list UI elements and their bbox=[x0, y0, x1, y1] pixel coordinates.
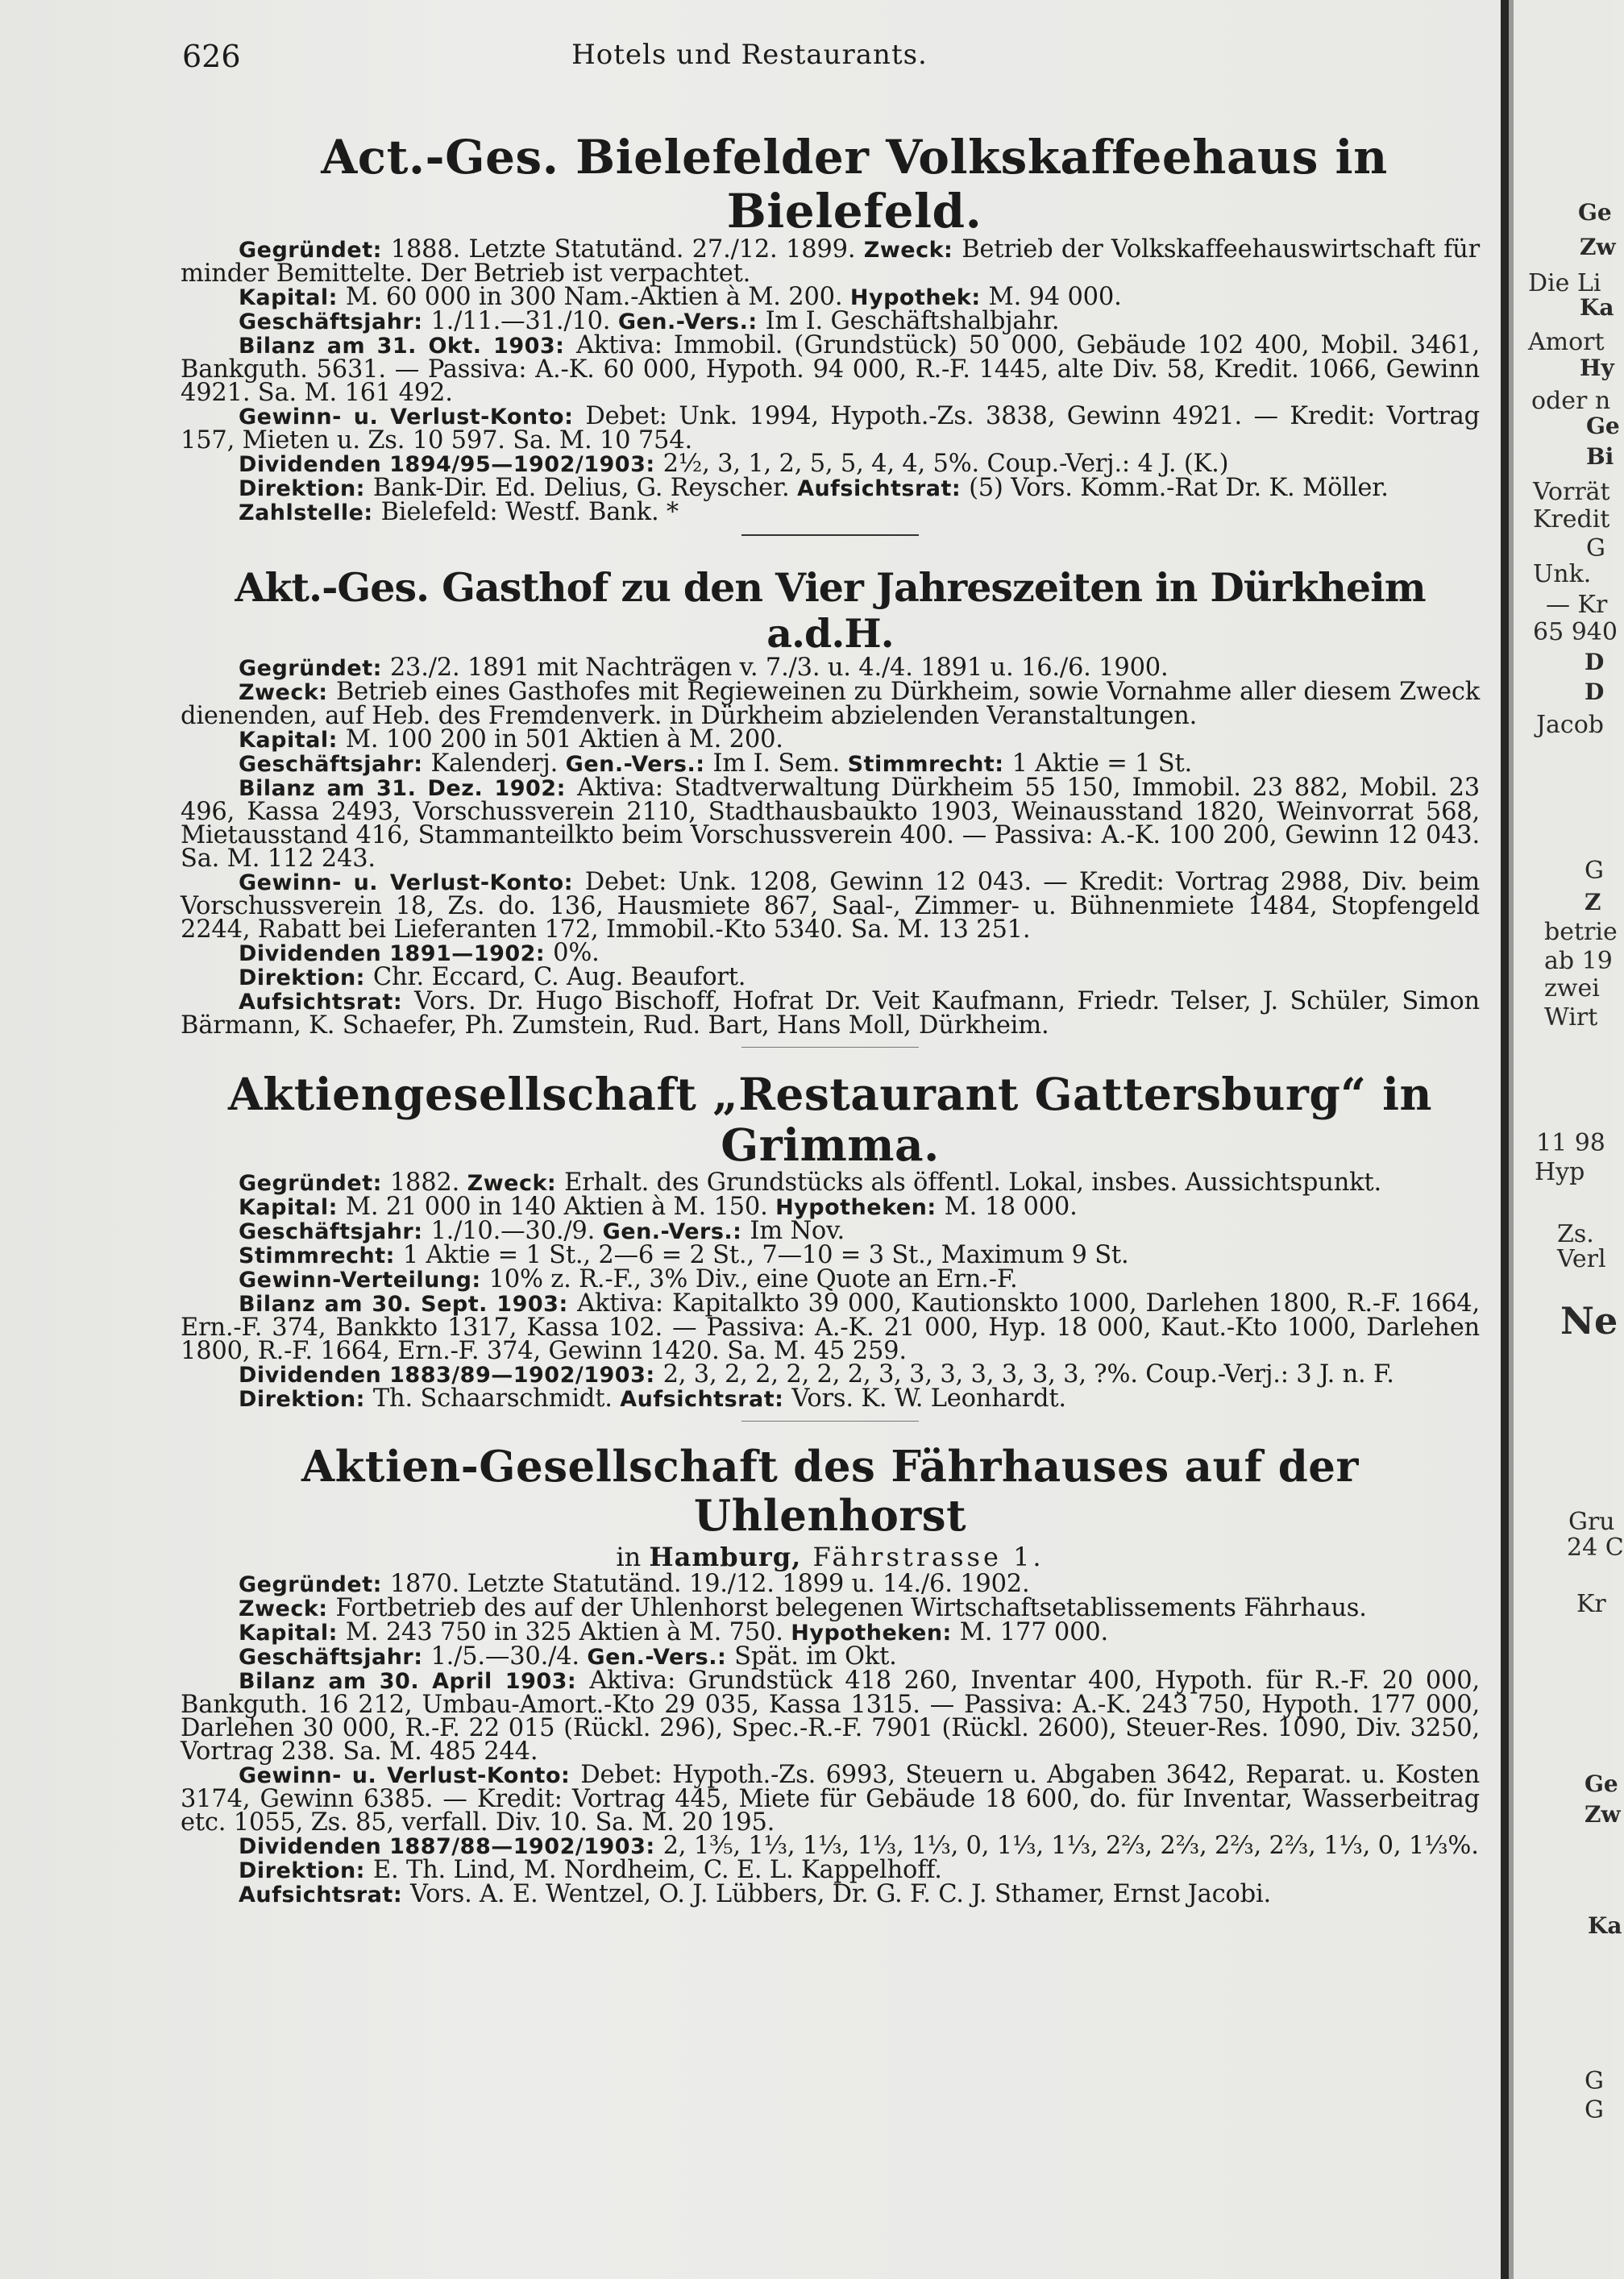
separator-rule bbox=[741, 1047, 919, 1048]
entry-paragraph bbox=[181, 402, 1480, 455]
company-entry bbox=[181, 1069, 1480, 1422]
field-label: Direktion: bbox=[239, 476, 373, 502]
field-label: Gen.-Vers.: bbox=[617, 309, 766, 335]
field-value: 1888. Letzte Statutänd. 27./12. 1899. bbox=[390, 235, 856, 264]
field-label: Kapital: bbox=[239, 1621, 346, 1646]
field-value: 1870. Letzte Statutänd. 19./12. 1899 u. 14./6. 1902. bbox=[389, 1570, 1030, 1599]
entry-paragraph bbox=[181, 1761, 1480, 1837]
next-page-fragment: Amort bbox=[1528, 328, 1605, 356]
next-page-fragment: Jacob bbox=[1536, 711, 1604, 739]
entry-paragraph bbox=[181, 725, 1480, 754]
field-value: Im I. Sem. bbox=[712, 749, 841, 778]
entry-paragraph bbox=[181, 749, 1480, 778]
field-label: Direktion: bbox=[239, 1386, 373, 1412]
field-label: Zweck: bbox=[467, 1170, 565, 1196]
field-label: Gewinn- u. Verlust-Konto: bbox=[239, 1763, 581, 1789]
location-street: Fährstrasse 1. bbox=[801, 1542, 1045, 1573]
next-page-fragment: — Kr bbox=[1546, 591, 1608, 619]
field-label: Hypothek: bbox=[849, 285, 989, 311]
field-value: 1882. bbox=[389, 1168, 460, 1197]
next-page-fragment: Verl bbox=[1557, 1245, 1606, 1273]
next-page-fragment: Hy bbox=[1580, 355, 1614, 381]
next-page-fragment: Ge bbox=[1586, 413, 1620, 439]
entry-paragraph bbox=[181, 500, 1480, 525]
field-value: Erhalt. des Grundstücks als öffentl. Lokal, insbes. Aussichtspunkt. bbox=[564, 1168, 1381, 1197]
next-page-fragment: Zw bbox=[1585, 1801, 1621, 1828]
entry-paragraph bbox=[181, 678, 1480, 731]
next-page-fragment: Ka bbox=[1588, 1912, 1622, 1939]
next-page-fragment: Z bbox=[1585, 889, 1601, 915]
entry-paragraph bbox=[181, 1264, 1480, 1293]
field-value: Debet: Unk. 1994, Hypoth.-Zs. 3838, Gewinn 4921. — Kredit: Vortrag 157, Mieten u. Zs. 10 597. Sa. M. 10 754. bbox=[181, 402, 1480, 455]
running-title: Hotels und Restaurants. bbox=[571, 39, 928, 71]
page-fold-edge bbox=[1509, 0, 1514, 2279]
separator-rule bbox=[741, 534, 919, 536]
field-value: Betrieb der Volkskaffeehauswirtschaft für minder Bemittelte. Der Betrieb ist verpachtet. bbox=[181, 235, 1480, 289]
field-label: Gewinn- u. Verlust-Konto: bbox=[239, 405, 586, 430]
field-value: 1 Aktie = 1 St., 2—6 = 2 St., 7—10 = 3 St., Maximum 9 St. bbox=[402, 1240, 1129, 1269]
company-title: Aktien-Gesellschaft des Fährhauses auf der Uhlenhorst bbox=[301, 1441, 1359, 1541]
entry-paragraph bbox=[181, 965, 1480, 990]
field-value: Kalenderj. bbox=[430, 749, 559, 778]
field-label: Hypotheken: bbox=[775, 1194, 945, 1220]
field-value: M. 94 000. bbox=[988, 283, 1122, 312]
entry-paragraph bbox=[181, 1289, 1480, 1365]
next-page-fragment: Ka bbox=[1580, 294, 1614, 321]
field-value: Aktiva: Grundstück 418 260, Inventar 400, Hypoth. für R.-F. 20 000, Bankguth. 16 212, Umbau-Amort.-Kto 29 035, Kassa 1315. — Passiva: A.-K. 243 750, Hypoth. 177 000, Darlehen 30 000, R.-F. 22 015 (Rückl. 296), Spec.-R.-F. 7901 (Rückl. 2600), Steuer-Res. 1090, Div. 3250, Vortrag 238. Sa. M. 485 244. bbox=[181, 1667, 1480, 1766]
page-fold-shadow bbox=[1501, 0, 1509, 2279]
next-page-fragment: G bbox=[1585, 2096, 1604, 2124]
next-page-fragment: 11 98 bbox=[1536, 1129, 1605, 1157]
field-label: Gegründet: bbox=[239, 656, 390, 682]
entry-paragraph bbox=[181, 1360, 1480, 1389]
field-label: Kapital: bbox=[239, 728, 346, 753]
field-label: Geschäftsjahr: bbox=[239, 1218, 431, 1244]
field-label: Gen.-Vers.: bbox=[602, 1218, 750, 1244]
field-value: Aktiva: Immobil. (Grundstück) 50 000, Gebäude 102 400, Mobil. 3461, Bankguth. 5631. — Passiva: A.-K. 60 000, Hypoth. 94 000, R.-F. 1445, alte Div. 58, Kredit. 1066, Gewinn 4921. Sa. M. 161 492. bbox=[181, 331, 1480, 408]
field-label: Gegründet: bbox=[239, 238, 391, 264]
field-value: 1 Aktie = 1 St. bbox=[1011, 749, 1193, 778]
entry-paragraph bbox=[181, 1192, 1480, 1221]
entry-paragraph bbox=[181, 1618, 1480, 1647]
entry-paragraph bbox=[181, 283, 1480, 312]
next-page-fragment: Zs. bbox=[1557, 1220, 1594, 1248]
field-value: 2, 3, 2, 2, 2, 2, 2, 3, 3, 3, 3, 3, 3, 3, ?%. Coup.-Verj.: 3 J. n. F. bbox=[662, 1360, 1394, 1389]
field-value: Debet: Hypoth.-Zs. 6993, Steuern u. Abgaben 3642, Reparat. u. Kosten 3174, Gewinn 6385. — Kredit: Vortrag 445, Miete für Gebäude 18 600, do. für Inventar, Wasserbeitrag etc. 1055, Zs. 85, verfall. Div. 10. Sa. M. 20 195. bbox=[181, 1761, 1480, 1837]
field-label: Geschäftsjahr: bbox=[239, 309, 431, 335]
entry-paragraph bbox=[181, 1216, 1480, 1245]
field-label: Aufsichtsrat: bbox=[620, 1386, 792, 1412]
field-label: Kapital: bbox=[239, 1194, 346, 1220]
field-value: Th. Schaarschmidt. bbox=[372, 1384, 613, 1413]
field-value: M. 177 000. bbox=[959, 1618, 1109, 1647]
company-location bbox=[181, 1542, 1480, 1572]
field-label: Bilanz am 31. Dez. 1902: bbox=[239, 776, 578, 802]
field-label: Direktion: bbox=[239, 965, 373, 991]
entry-paragraph bbox=[181, 309, 1480, 334]
next-page-fragment: Hyp bbox=[1535, 1158, 1585, 1186]
field-label: Hypotheken: bbox=[791, 1621, 960, 1646]
field-label: Gegründet: bbox=[239, 1170, 390, 1196]
next-page-fragment: G bbox=[1585, 2067, 1604, 2095]
entry-paragraph bbox=[181, 868, 1480, 944]
entry-paragraph bbox=[181, 474, 1480, 503]
field-value: 1./5.—30./4. bbox=[430, 1642, 579, 1671]
field-label: Bilanz am 30. April 1903: bbox=[239, 1669, 590, 1695]
company-entry bbox=[181, 1443, 1480, 1907]
field-label: Kapital: bbox=[239, 285, 346, 311]
next-page-fragment: Ge bbox=[1585, 1770, 1618, 1797]
field-value: 1./11.—31./10. bbox=[430, 307, 611, 336]
field-label: Bilanz am 30. Sept. 1903: bbox=[239, 1291, 578, 1317]
entry-paragraph bbox=[181, 1384, 1480, 1413]
next-page-fragment: Vorrät bbox=[1533, 478, 1610, 506]
field-value: Bank-Dir. Ed. Delius, G. Reyscher. bbox=[372, 474, 790, 503]
next-page-fragment: Gru bbox=[1568, 1508, 1615, 1536]
field-label: Bilanz am 31. Okt. 1903: bbox=[239, 334, 576, 359]
field-value: M. 18 000. bbox=[944, 1192, 1078, 1221]
field-value: M. 21 000 in 140 Aktien à M. 150. bbox=[345, 1192, 768, 1221]
next-page-fragment: 24 C bbox=[1567, 1534, 1624, 1562]
entry-paragraph bbox=[181, 654, 1480, 683]
field-value: 2, 1⅗, 1⅓, 1⅓, 1⅓, 1⅓, 0, 1⅓, 1⅓, 2⅔, 2⅔, 2⅔, 2⅔, 1⅓, 0, 1⅓%. bbox=[662, 1832, 1479, 1861]
field-value: Aktiva: Kapitalkto 39 000, Kautionskto 1000, Darlehen 1800, R.-F. 1664, Ern.-F. 374, Bankkto 1317, Kassa 102. — Passiva: A.-K. 21 000, Hyp. 18 000, Kaut.-Kto 1000, Darlehen 1800, R.-F. 1664, Ern.-F. 374, Gewinn 1420. Sa. M. 45 259. bbox=[181, 1289, 1480, 1365]
next-page-fragment: zwei bbox=[1544, 974, 1600, 1003]
field-value: 10% z. R.-F., 3% Div., eine Quote an Ern.-F. bbox=[488, 1264, 1018, 1293]
field-value: Debet: Unk. 1208, Gewinn 12 043. — Kredit: Vortrag 2988, Div. beim Vorschussverein 18, Zs. do. 136, Hausmiete 867, Saal-, Zimmer- u. Bühnenmiete 1484, Stopfengeld 2244, Rabatt bei Lieferanten 172, Immobil.-Kto 5340. Sa. M. 13 251. bbox=[181, 868, 1480, 944]
company-title: Aktiengesellschaft „Restaurant Gattersburg“ in Grimma. bbox=[228, 1068, 1432, 1172]
entry-paragraph bbox=[181, 987, 1480, 1040]
next-page-fragment: Zw bbox=[1580, 234, 1616, 260]
next-page-fragment: betrie bbox=[1544, 918, 1618, 946]
next-page-fragment: Ne bbox=[1560, 1299, 1618, 1343]
next-page-fragment: G bbox=[1585, 857, 1604, 885]
field-value: M. 243 750 in 325 Aktien à M. 750. bbox=[345, 1618, 783, 1647]
field-label: Stimmrecht: bbox=[239, 1243, 403, 1268]
field-label: Dividenden 1891—1902: bbox=[239, 941, 554, 967]
entry-paragraph bbox=[181, 939, 1480, 968]
field-value: Betrieb eines Gasthofes mit Regieweinen zu Dürkheim, sowie Vornahme aller diesem Zweck dienenden, auf Heb. des Fremdenverk. in Dürkheim abzielenden Veranstaltungen. bbox=[181, 678, 1480, 731]
entry-paragraph bbox=[181, 1858, 1480, 1883]
next-page-fragment: G bbox=[1586, 534, 1605, 562]
entry-paragraph bbox=[181, 1168, 1480, 1197]
field-label: Gewinn-Verteilung: bbox=[239, 1267, 489, 1293]
field-value: Vors. Dr. Hugo Bischoff, Hofrat Dr. Veit Kaufmann, Friedr. Telser, J. Schüler, Simon Bärmann, K. Schaefer, Ph. Zumstein, Rud. Bart, Hans Moll, Dürkheim. bbox=[181, 987, 1480, 1040]
entry-paragraph bbox=[181, 1667, 1480, 1766]
next-page-fragment: Bi bbox=[1586, 443, 1614, 470]
field-value: Fortbetrieb des auf der Uhlenhorst belegenen Wirtschaftsetablissements Fährhaus. bbox=[335, 1594, 1367, 1623]
next-page-fragment: ab 19 bbox=[1544, 947, 1613, 975]
page-number: 626 bbox=[182, 39, 241, 74]
field-label: Aufsichtsrat: bbox=[797, 476, 970, 502]
field-value: M. 60 000 in 300 Nam.-Aktien à M. 200. bbox=[345, 283, 843, 312]
next-page-fragment: Die Li bbox=[1528, 269, 1601, 297]
field-value: Bielefeld: Westf. Bank. * bbox=[380, 498, 679, 527]
next-page-fragment: Ge bbox=[1578, 199, 1612, 226]
entry-paragraph bbox=[181, 1570, 1480, 1599]
entry-paragraph bbox=[181, 1596, 1480, 1621]
separator-rule bbox=[741, 1421, 919, 1422]
location-prefix: in bbox=[616, 1542, 650, 1573]
next-page-fragment: D bbox=[1585, 679, 1605, 705]
field-label: Dividenden 1894/95—1902/1903: bbox=[239, 452, 663, 478]
field-label: Dividenden 1883/89—1902/1903: bbox=[239, 1362, 663, 1388]
next-page-fragment: oder n bbox=[1531, 387, 1611, 415]
main-column bbox=[181, 113, 1480, 1907]
next-page-fragment: Unk. bbox=[1533, 560, 1592, 588]
field-value: Vors. A. E. Wentzel, O. J. Lübbers, Dr. G. F. C. J. Sthamer, Ernst Jacobi. bbox=[410, 1880, 1271, 1909]
field-label: Dividenden 1887/88—1902/1903: bbox=[239, 1834, 663, 1860]
field-value: 0%. bbox=[553, 939, 600, 968]
company-entry bbox=[181, 565, 1480, 1048]
field-value: Aktiva: Stadtverwaltung Dürkheim 55 150, Immobil. 23 882, Mobil. 23 496, Kassa 2493, Vorschussverein 2110, Stadthausbaukto 1903, Weinausstand 1820, Weinvorrat 568, Mietausstand 416, Stammanteilkto beim Vorschussverein 400. — Passiva: A.-K. 100 200, Gewinn 12 043. Sa. M. 112 243. bbox=[181, 774, 1480, 874]
field-label: Gewinn- u. Verlust-Konto: bbox=[239, 870, 585, 896]
field-label: Gegründet: bbox=[239, 1572, 390, 1598]
field-value: 1./10.—30./9. bbox=[430, 1216, 596, 1245]
entry-paragraph bbox=[181, 1880, 1480, 1909]
field-label: Aufsichtsrat: bbox=[239, 990, 415, 1015]
field-value: 2½, 3, 1, 2, 5, 5, 4, 4, 5%. Coup.-Verj.: 4 J. (K.) bbox=[662, 450, 1229, 479]
company-title: Akt.-Ges. Gasthof zu den Vier Jahreszeiten in Dürkheim a.d.H. bbox=[235, 564, 1426, 657]
next-page-fragment: D bbox=[1585, 649, 1605, 675]
field-label: Stimmrecht: bbox=[847, 752, 1012, 778]
field-label: Gen.-Vers.: bbox=[587, 1645, 735, 1671]
next-page-fragment: Kr bbox=[1576, 1590, 1606, 1618]
field-value: E. Th. Lind, M. Nordheim, C. E. L. Kappelhoff. bbox=[372, 1856, 942, 1885]
next-page-fragment: Kredit bbox=[1533, 505, 1610, 533]
company-entry bbox=[181, 131, 1480, 536]
field-value: M. 100 200 in 501 Aktien à M. 200. bbox=[345, 725, 783, 754]
field-value: Im I. Geschäftshalbjahr. bbox=[765, 307, 1060, 336]
field-label: Zweck: bbox=[863, 238, 962, 264]
entry-paragraph bbox=[181, 1832, 1480, 1861]
entry-paragraph bbox=[181, 1240, 1480, 1269]
location-city: Hamburg, bbox=[649, 1542, 802, 1573]
next-page-fragment: Wirt bbox=[1544, 1003, 1598, 1032]
field-label: Direktion: bbox=[239, 1858, 373, 1884]
field-label: Zweck: bbox=[239, 680, 336, 706]
field-value: Im Nov. bbox=[750, 1216, 845, 1245]
field-value: 23./2. 1891 mit Nachträgen v. 7./3. u. 4./4. 1891 u. 16./6. 1900. bbox=[389, 654, 1169, 683]
entry-paragraph bbox=[181, 331, 1480, 408]
entry-paragraph bbox=[181, 1642, 1480, 1671]
entry-paragraph bbox=[181, 774, 1480, 874]
field-value: Chr. Eccard, C. Aug. Beaufort. bbox=[372, 963, 746, 992]
field-label: Geschäftsjahr: bbox=[239, 1645, 431, 1671]
field-label: Zahlstelle: bbox=[239, 500, 381, 526]
next-page-fragment: 65 940 bbox=[1533, 618, 1618, 646]
field-value: Spät. im Okt. bbox=[734, 1642, 897, 1671]
entry-paragraph bbox=[181, 450, 1480, 479]
field-value: (5) Vors. Komm.-Rat Dr. K. Möller. bbox=[969, 474, 1389, 503]
field-label: Zweck: bbox=[239, 1596, 336, 1622]
company-title: Act.-Ges. Bielefelder Volkskaffeehaus in Bielefeld. bbox=[321, 130, 1388, 239]
entry-paragraph bbox=[181, 235, 1480, 289]
page-header bbox=[0, 39, 1499, 87]
field-value: Vors. K. W. Leonhardt. bbox=[791, 1384, 1066, 1413]
field-label: Gen.-Vers.: bbox=[565, 752, 713, 778]
field-label: Geschäftsjahr: bbox=[239, 752, 431, 778]
field-label: Aufsichtsrat: bbox=[239, 1883, 411, 1908]
